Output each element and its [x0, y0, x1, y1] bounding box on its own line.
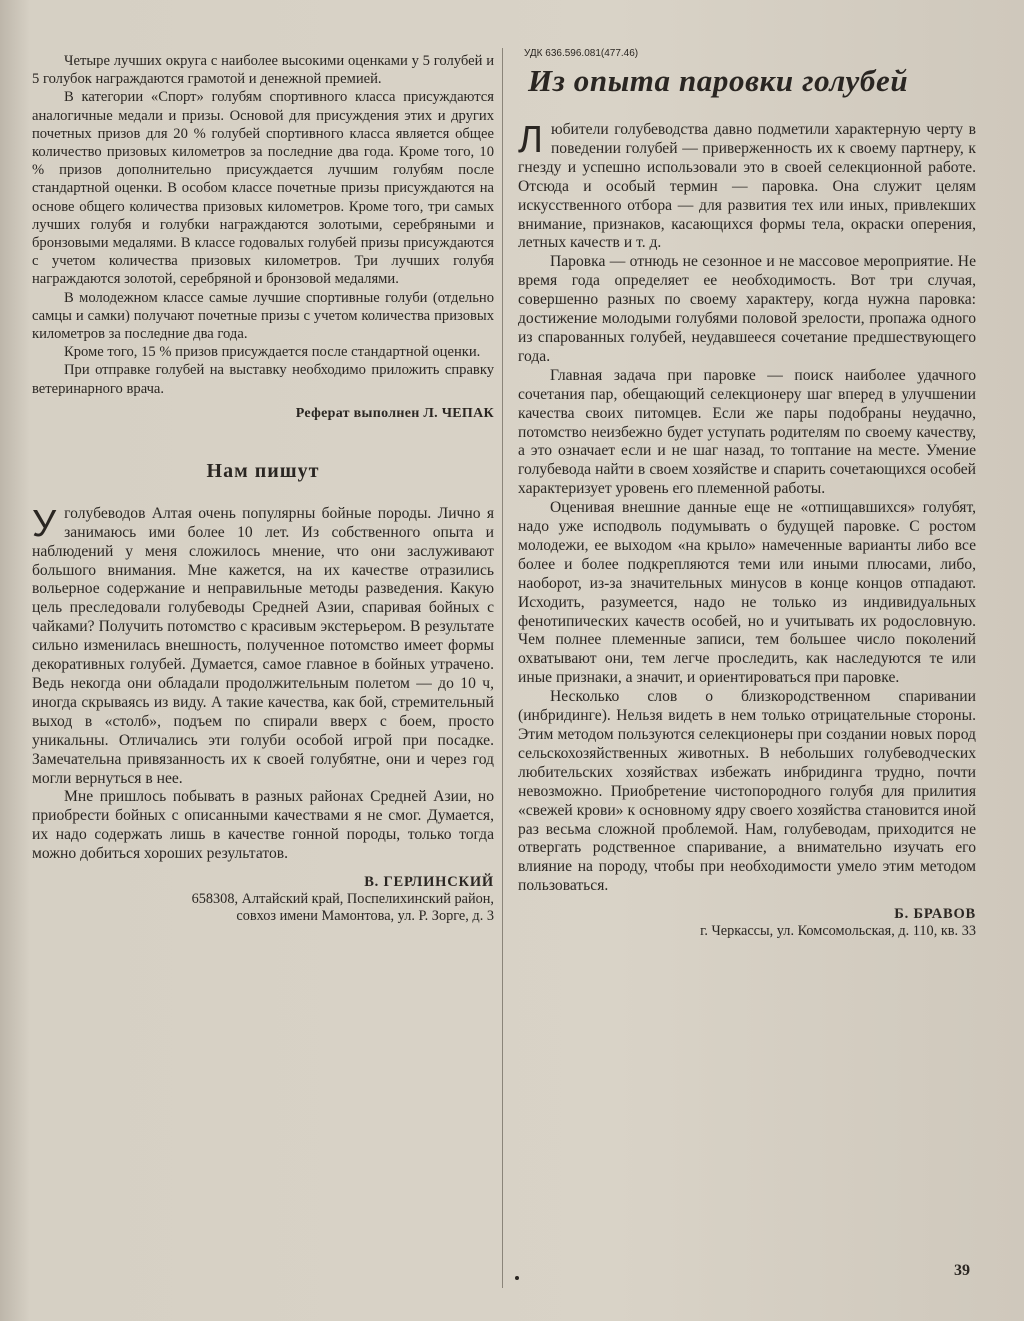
author-address-line: совхоз имени Мамонтова, ул. Р. Зорге, д. 3: [236, 908, 494, 925]
paragraph: Четыре лучших округа с наиболее высокими оценками у 5 голубей и 5 голубок награждаются грамотой и денежной премией.: [32, 53, 494, 88]
paragraph: Оценивая внешние данные еще не «отпищавшихся» голубят, надо уже исподволь подумывать о будущей паровке. С ростом молодежи, ее выходом «на крыло» намеченные варианты либо все более и более подкрепляются теми или иными плюсами, либо, наоборот, из-за значительных минусов в конце концов отпадают. Исходить, разумеется, надо не только из индивидуальных фенотипических качеств особей, но и учитывать их родословную. Чем полнее племенные записи, тем большее число поколений охватывают они, тем легче проследить, как наследуются те или иные признаки, а значит, и ориентироваться при паровке.: [518, 499, 976, 687]
printing-dot: [515, 1276, 519, 1280]
page-number: 39: [954, 1262, 970, 1279]
author-signature: Б. БРАВОВ: [894, 906, 976, 923]
paragraph: При отправке голубей на выставку необходимо приложить справку ветеринарного врача.: [32, 362, 494, 397]
referat-byline: Реферат выполнен Л. ЧЕПАК: [295, 405, 494, 421]
section-title: Нам пишут: [206, 459, 320, 482]
article-title: Из опыта паровки голубей: [528, 63, 909, 98]
paragraph: В молодежном классе самые лучшие спортивные голуби (отдельно самцы и самки) получают почетные призы с учетом количества призовых километров за последние два года.: [32, 289, 494, 343]
paragraph: Несколько слов о близкородственном спаривании (инбридинге). Нельзя видеть в нем только отрицательные стороны. Этим методом пользуются селекционеры при создании новых пород сельскохозяйственных животных. В небольших голубеводческих любительских хозяйствах избежать инбридинга трудно, почти невозможно. Приобретение чистопородного голубя для прилития «свежей крови» к основному ядру своего хозяйства становится иной раз весьма сложной проблемой. Нам, голубеводам, приходится не отвергать родственное спаривание, а внимательно изучать его влияние на породу, чтобы при необходимости умело этим методом пользоваться.: [518, 688, 976, 895]
paragraph-text: юбители голубеводства давно подметили характерную черту в поведении голубей — приверженность их к своему партнеру, к гнезду и успешно использовали это в своей селекционной работе. Отсюда и особый термин — паровка. Она служит целям искусственного отбора — для развития тех или иных, привлекших внимание, признаков, касающихся формы тела, окраски оперения, летных качеств и т. д.: [518, 121, 976, 252]
udk-code: УДК 636.596.081(477.46): [524, 48, 639, 59]
article-continuation: [32, 52, 494, 398]
paragraph: Главная задача при паровке — поиск наиболее удачного сочетания пар, обещающий селекционеру шаг вперед в улучшении качества своих питомцев. Если же пары подобраны неудачно, потомство неизбежно будет уступать родителям по своему качеству, а это означает если и не шаг назад, то топтание на месте. Умение голубевода найти в своем хозяйстве и спарить сочетающихся особей характеризует уровень его племенной работы.: [518, 366, 976, 498]
column-divider: [502, 48, 503, 1288]
letter-first-paragraph: [32, 502, 494, 789]
article-first-paragraph: [518, 121, 976, 253]
author-signature: В. ГЕРЛИНСКИЙ: [364, 874, 494, 891]
paragraph: Мне пришлось побывать в разных районах Средней Азии, но приобрести бойных с описанными качествами я не смог. Думается, их надо содержать лишь в качестве гонной породы, только тогда можно добиться хороших результатов.: [32, 788, 494, 863]
paragraph: Паровка — отнюдь не сезонное и не массовое мероприятие. Не время года определяет ее необходимость. Вот три случая, совершенно разных по своему характеру, когда нужна паровка: достижение молодыми голубями половой зрелости, пропажа одного из спарованных голубей, неудавшееся сочетание предшествующего года.: [518, 253, 976, 365]
paragraph-text: голубеводов Алтая очень популярны бойные породы. Лично я занимаюсь ими более 10 лет. Из собственного опыта и наблюдений у меня сложилось мнение, что они заслуживают большого внимания. Мне кажется, на их качестве отразились вольерное содержание и неправильные методы разведения. Какую цель преследовали голубеводы Средней Азии, спаривая бойных с чайками? Получить потомство с красивым экстерьером. В результате сильно изменилась внешность, полученное потомство имеет формы декоративных голубей. Думается, самое главное в бойных утрачено. Ведь некогда они обладали продолжительным полетом — до 10 ч, иногда скрываясь из виду. А такие качества, как бой, стремительный выход в «столб», подъем по спирали вверх с боем, просто уникальны. Отличались эти голуби особой игрой при посадке. Замечательна привязанность их к своей голубятне, они и через год могли вернуться в нее.: [32, 504, 494, 787]
left-column: [32, 52, 494, 925]
paragraph: В категории «Спорт» голубям спортивного класса присуждаются аналогичные медали и призы. Основой для присуждения этих и других почетных призов для 20 % голубей спортивного класса является общее количество призовых километров за последние два года. Кроме того, 10 % призов дополнительно присуждается лучшим голубям после стандартной оценки. В особом классе почетные призы присуждаются на основе общего количества призовых километров. Кроме того, три самых лучших голубя и голубки награждаются золотыми, серебряными и бронзовыми медалями. В классе годовалых голубей призы присуждаются с учетом количества призовых километров. Три лучших голубя награждаются золотой, серебряной и бронзовой медалями.: [32, 89, 494, 288]
right-column: [518, 48, 976, 940]
author-address-line: 658308, Алтайский край, Поспелихинский район,: [191, 891, 494, 908]
drop-cap: Л: [518, 119, 543, 161]
author-address: г. Черкассы, ул. Комсомольская, д. 110, кв. 33: [700, 923, 976, 940]
reader-letter: [32, 502, 494, 925]
drop-cap: У: [32, 502, 57, 545]
paragraph: Кроме того, 15 % призов присуждается после стандартной оценки.: [64, 344, 481, 361]
